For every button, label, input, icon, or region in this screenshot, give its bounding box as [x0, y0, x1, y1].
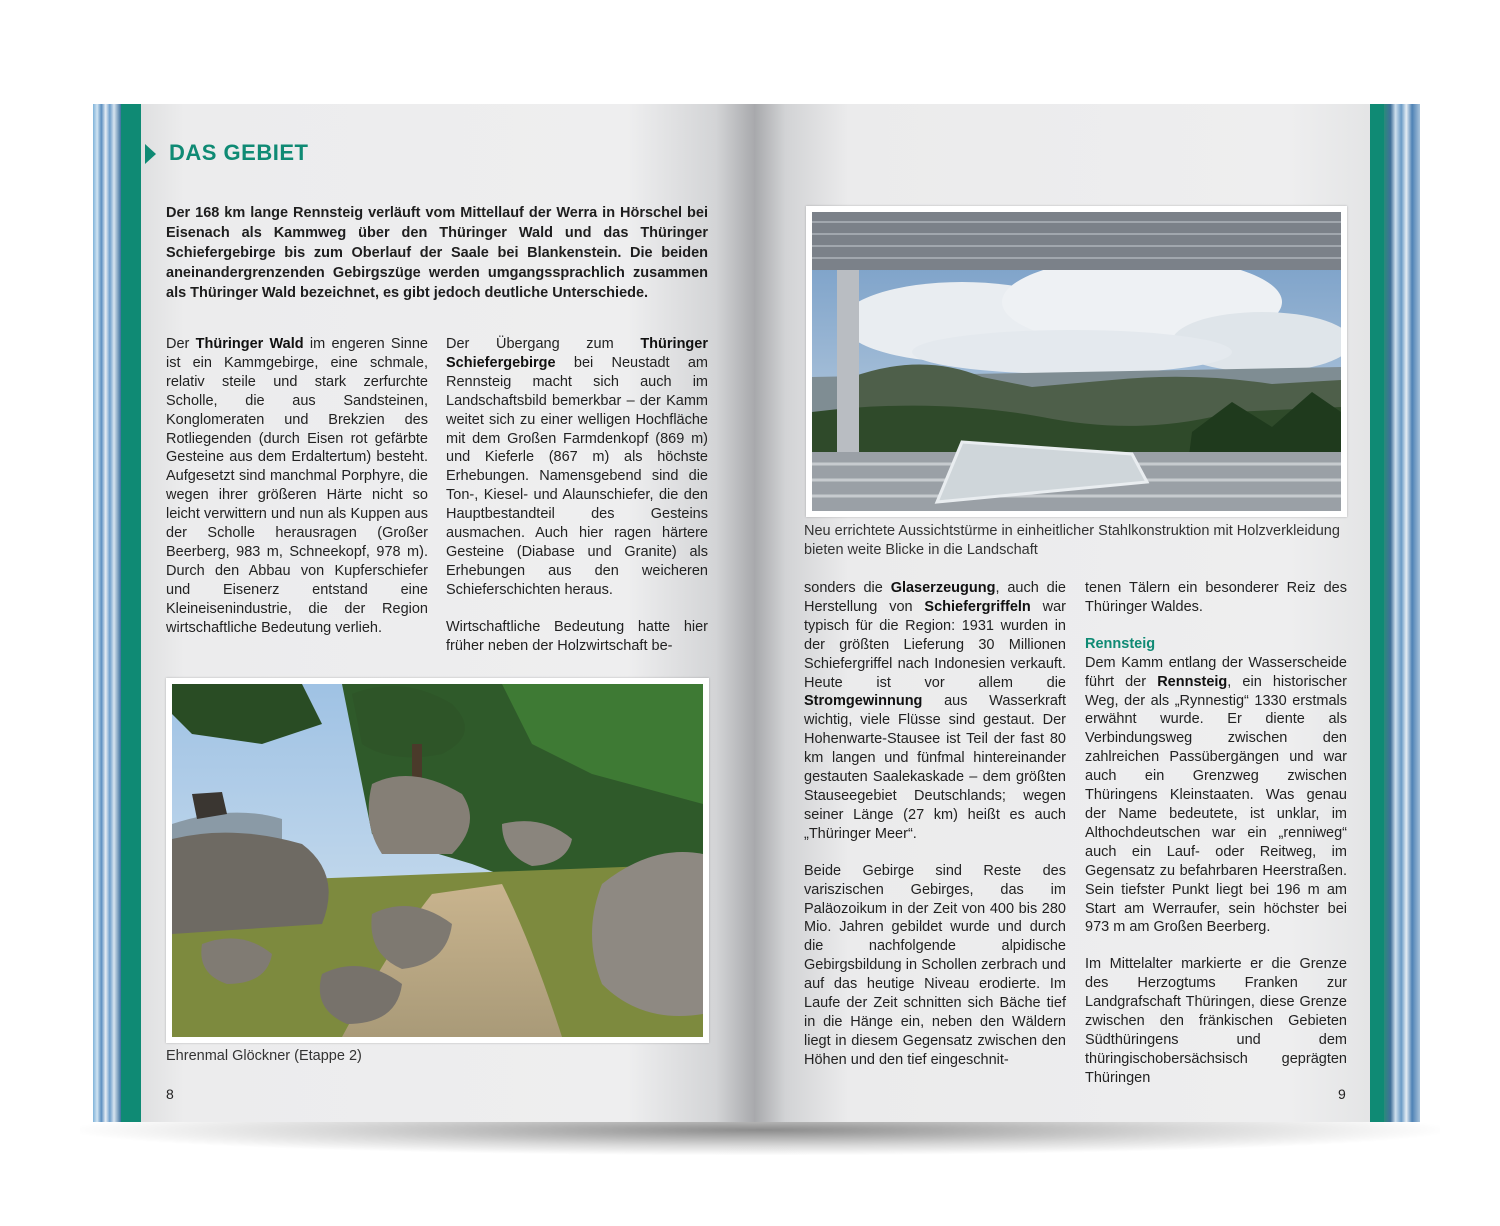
page-edges-right	[1384, 104, 1420, 1122]
photo-lookout	[806, 206, 1347, 517]
photo-caption: Neu errichtete Aussichtstürme in einheitlicher Stahlkonstruktion mit Holzverkleidung bieten weite Blicke in die Landschaft	[804, 523, 1340, 558]
paragraph: tenen Tälern ein besonderer Reiz des Thüringer Waldes.	[1085, 580, 1347, 615]
paragraph: Beide Gebirge sind Reste des variszischen Gebirges, das im Paläozoikum in der Zeit von 400 bis 280 Mio. Jahren gebildet wurde und durch die nachfolgende alpidische Gebirgsbildung in Schollen zerbrach und auf das heutige Niveau erodierte. Im Laufe der Zeit schnitten sich Bäche tief in die Hänge ein, neben den Wäldern liegt in diesem Gegensatz zwischen den Höhen und den tief eingeschnit-	[804, 862, 1066, 1068]
lookout-tower-photo	[812, 212, 1341, 511]
teal-margin-bar	[1370, 104, 1384, 1122]
paragraph: Wirtschaftliche Bedeutung hatte hier früher neben der Holzwirtschaft be-	[446, 618, 708, 654]
lead-paragraph: Der 168 km lange Rennsteig verläuft vom Mittellauf der Werra in Hörschel bei Eisenach als Kammweg über den Thüringer Wald und das Thüringer Schiefergebirge bis zum Oberlauf der Saale bei Blankenstein. Die beiden aneinandergrenzenden Gebirgszüge werden umgangssprachlich zusammen als Thüringer Wald bezeichnet, es gibt jedoch deutliche Unterschiede.	[166, 205, 708, 301]
right-column-1	[804, 579, 1066, 1088]
rock-landscape-photo	[172, 684, 703, 1037]
paragraph: Der Thüringer Wald im engeren Sinne ist ein Kammgebirge, eine schmale, relativ steile und stark zerfurchte Scholle, die aus Sandsteinen, Konglomeraten und Brekzien des Rotliegenden (durch Eisen rot gefärbte Gesteine aus dem Erdaltertum) besteht. Aufgesetzt sind manchmal Porphyre, die wegen ihrer größeren Härte nicht so leicht verwittern und nun als Kuppen aus der Scholle herausragen (Großer Beerberg, 983 m, Schneekopf, 978 m). Durch den Abbau von Kupferschiefer und Eisenerz entstand eine Kleineisenindustrie, die der Region wirtschaftliche Bedeutung verlieh.	[166, 336, 428, 636]
section-arrow-icon	[145, 144, 156, 164]
photo-rocks	[166, 678, 709, 1043]
page-number: 9	[1338, 1086, 1346, 1102]
paragraph: Dem Kamm entlang der Wasserscheide führt der Rennsteig, ein historischer Weg, der als „Rynnestig“ 1330 erstmals erwähnt wurde. Er diente als Verbindungsweg zwischen den zahlreichen Passübergängen und war auch ein Grenzweg zwischen Thüringens Kleinstaaten. Was genau der Name bedeutete, ist unklar, im Althochdeutschen war ein „renniweg“ auch ein Lauf- oder Reitweg, im Gegensatz zu befahrbaren Heerstraßen. Sein tiefster Punkt liegt bei 196 m am Start am Werraufer, sein höchster bei 973 m am Großen Beerberg.	[1085, 654, 1348, 936]
left-column-2	[446, 335, 708, 674]
right-column-2	[1085, 579, 1347, 1106]
page-edges-left	[93, 104, 121, 1122]
paragraph: Im Mittelalter markierte er die Grenze des Herzogtums Franken zur Landgrafschaft Thüringen, diese Grenze zwischen den fränkischen Gebieten Südthüringens und dem thüringischobersächsisch geprägten Thüringen	[1085, 956, 1347, 1086]
paragraph: Der Übergang zum Thüringer Schiefergebirge bei Neustadt am Rennsteig macht sich auch im Landschaftsbild bemerkbar – der Kamm weitet sich zu einer welligen Hochfläche mit dem Großen Farmdenkopf (869 m) und Kieferle (867 m) als höchste Erhebungen. Namensgebend sind die Ton-, Kiesel- und Alaunschiefer, die den Hauptbestandteil des Gesteins ausmachen. Auch hier ragen härtere Gesteine (Diabase und Granite) als Erhebungen aus den weicheren Schieferschichten heraus.	[446, 336, 708, 598]
section-title: DAS GEBIET	[169, 140, 309, 165]
paragraph: sonders die Glaserzeugung, auch die Herstellung von Schiefergriffeln war typisch für die Region: 1931 wurden in der größten Lieferung 30 Millionen Schiefergriffel nach Indonesien verkauft. Heute ist vor allem die Stromgewinnung aus Wasserkraft wichtig, viele Flüsse sind gestaut. Der Hohenwarte-Stausee ist Teil der fast 80 km langen und fünfmal hintereinander gestauten Saalekaskade – dem größten Stauseegebiet Deutschlands; wegen seiner Länge (27 km) heißt es auch „Thüringer Meer“.	[804, 580, 1066, 842]
left-column-1	[166, 335, 428, 656]
subheading: Rennsteig	[1085, 635, 1156, 652]
teal-margin-bar	[121, 104, 141, 1122]
page-number: 8	[166, 1086, 174, 1102]
photo-caption: Ehrenmal Glöckner (Etappe 2)	[166, 1048, 362, 1064]
